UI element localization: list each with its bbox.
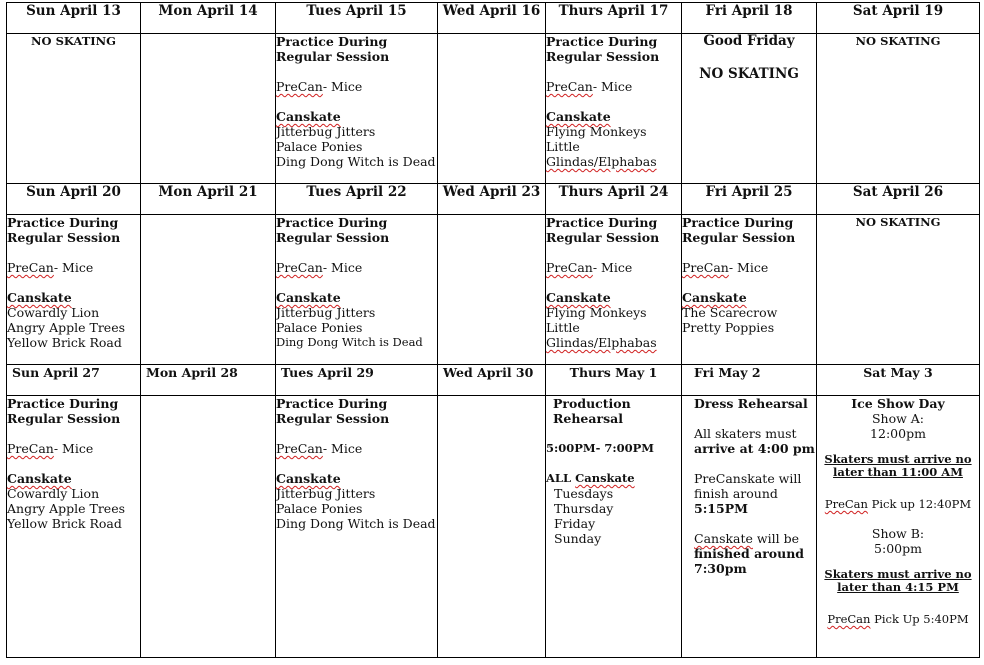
day-header: Sat May 3 xyxy=(817,365,980,396)
day-cell-empty xyxy=(438,396,546,658)
practice-title: Practice During Regular Session xyxy=(276,215,390,245)
day-header: Fri April 18 xyxy=(682,3,817,34)
pickup-b-time: Pick Up 5:40PM xyxy=(870,612,969,626)
day-cell xyxy=(817,215,980,365)
group-name: Yellow Brick Road xyxy=(7,516,122,531)
group-name: Little xyxy=(546,139,580,154)
rehearsal-day: Thursday xyxy=(554,501,614,516)
show-b-label: Show B: xyxy=(871,526,925,541)
practice-title: Practice During Regular Session xyxy=(682,215,796,245)
canskate-time: 7:30pm xyxy=(694,561,747,576)
precan-label: PreCan xyxy=(276,441,323,456)
precan-line xyxy=(7,260,140,275)
precan-group: - Mice xyxy=(322,260,363,275)
no-skating-note: NO SKATING xyxy=(855,34,941,48)
group-name: Cowardly Lion xyxy=(7,305,100,320)
day-cell-empty xyxy=(438,34,546,184)
precanskate-line: finish around xyxy=(694,486,778,501)
day-cell xyxy=(7,34,141,184)
rehearsal-title: Production Rehearsal xyxy=(553,396,631,426)
day-cell-empty xyxy=(438,215,546,365)
canskate-heading: Canskate xyxy=(7,290,72,305)
precan-line xyxy=(276,260,437,275)
pickup-b-line xyxy=(817,612,979,627)
week1-body-row xyxy=(7,34,980,184)
day-header: Sat April 19 xyxy=(817,3,980,34)
practice-title: Practice During Regular Session xyxy=(546,215,660,245)
day-header: Thurs April 24 xyxy=(546,184,682,215)
canskate-line xyxy=(694,531,816,546)
day-header: Sun April 13 xyxy=(7,3,141,34)
day-header: Sun April 20 xyxy=(7,184,141,215)
canskate-heading: Canskate xyxy=(546,109,611,124)
day-header: Tues April 15 xyxy=(276,3,438,34)
all-label: ALL xyxy=(546,471,576,485)
day-header: Mon April 14 xyxy=(141,3,276,34)
ice-show-title: Ice Show Day xyxy=(851,396,945,411)
group-name: Angry Apple Trees xyxy=(7,501,126,516)
group-name: Angry Apple Trees xyxy=(7,320,126,335)
day-header: Mon April 28 xyxy=(141,365,276,396)
practice-title: Practice During Regular Session xyxy=(276,34,390,64)
precan-line xyxy=(682,260,816,275)
pickup-a-time: Pick up 12:40PM xyxy=(867,497,972,511)
arrive-time: arrive at 4:00 pm xyxy=(694,441,815,456)
canskate-line: finished around xyxy=(694,546,805,561)
show-a-time: 12:00pm xyxy=(870,426,926,441)
canskate-line xyxy=(546,471,681,486)
group-name: Glindas/Elphabas xyxy=(546,335,657,350)
day-cell xyxy=(276,34,438,184)
precan-group: - Mice xyxy=(592,79,633,94)
canskate-heading: Canskate xyxy=(682,290,747,305)
precan-line xyxy=(276,441,437,456)
group-name: Pretty Poppies xyxy=(682,320,775,335)
practice-title: Practice During Regular Session xyxy=(7,396,121,426)
day-cell xyxy=(817,396,980,658)
show-a-label: Show A: xyxy=(871,411,925,426)
group-name: Ding Dong Witch is Dead xyxy=(276,154,436,169)
group-name: Ding Dong Witch is Dead xyxy=(276,335,423,349)
day-cell xyxy=(682,215,817,365)
group-name: Jitterbug Jitters xyxy=(276,124,376,139)
canskate-heading: Canskate xyxy=(276,290,341,305)
day-cell xyxy=(276,215,438,365)
precan-group: - Mice xyxy=(728,260,769,275)
schedule-table xyxy=(6,2,980,658)
canskate-heading: Canskate xyxy=(276,471,341,486)
canskate-heading: Canskate xyxy=(546,290,611,305)
group-name: Jitterbug Jitters xyxy=(276,486,376,501)
group-name: Palace Ponies xyxy=(276,320,363,335)
precan-label: PreCan xyxy=(276,260,323,275)
day-header: Thurs April 17 xyxy=(546,3,682,34)
day-header: Sun April 27 xyxy=(7,365,141,396)
day-header: Wed April 16 xyxy=(438,3,546,34)
day-header: Fri April 25 xyxy=(682,184,817,215)
day-header: Thurs May 1 xyxy=(546,365,682,396)
precan-line xyxy=(276,79,437,94)
day-cell xyxy=(7,215,141,365)
day-cell xyxy=(546,215,682,365)
day-header: Tues April 29 xyxy=(276,365,438,396)
precan-group: - Mice xyxy=(322,441,363,456)
precan-line xyxy=(546,79,681,94)
week1-header-row xyxy=(7,3,980,34)
group-name: Little xyxy=(546,320,580,335)
no-skating-note: NO SKATING xyxy=(31,34,116,48)
no-skating-note: NO SKATING xyxy=(699,66,799,82)
precan-line xyxy=(546,260,681,275)
week3-body-row xyxy=(7,396,980,658)
day-cell-empty xyxy=(141,215,276,365)
precanskate-line: PreCanskate will xyxy=(694,471,802,486)
day-cell xyxy=(276,396,438,658)
dress-rehearsal-title: Dress Rehearsal xyxy=(694,396,808,411)
group-name: Yellow Brick Road xyxy=(7,335,122,350)
precanskate-time: 5:15PM xyxy=(694,501,748,516)
holiday-title: Good Friday xyxy=(703,33,795,49)
day-cell-empty xyxy=(141,34,276,184)
day-cell xyxy=(682,396,817,658)
day-header: Fri May 2 xyxy=(682,365,817,396)
precan-group: - Mice xyxy=(592,260,633,275)
day-header: Mon April 21 xyxy=(141,184,276,215)
group-name: Ding Dong Witch is Dead xyxy=(276,516,436,531)
rehearsal-day: Sunday xyxy=(554,531,602,546)
practice-title: Practice During Regular Session xyxy=(546,34,660,64)
group-name: Flying Monkeys xyxy=(546,124,647,139)
canskate-text: will be xyxy=(752,531,799,546)
canskate-label: Canskate xyxy=(575,471,635,485)
no-skating-note: NO SKATING xyxy=(855,215,941,229)
arrive-line: All skaters must xyxy=(694,426,797,441)
practice-title: Practice During Regular Session xyxy=(276,396,390,426)
precan-label: PreCan xyxy=(276,79,323,94)
rehearsal-day: Tuesdays xyxy=(554,486,614,501)
week3-header-row xyxy=(7,365,980,396)
group-name: Cowardly Lion xyxy=(7,486,100,501)
precan-label: PreCan xyxy=(824,497,868,511)
precan-label: PreCan xyxy=(546,260,593,275)
group-name: Palace Ponies xyxy=(276,501,363,516)
precan-line xyxy=(7,441,140,456)
precan-group: - Mice xyxy=(53,260,94,275)
precan-label: PreCan xyxy=(7,441,54,456)
week2-body-row xyxy=(7,215,980,365)
group-name: Palace Ponies xyxy=(276,139,363,154)
arrive-note-b: Skaters must arrive no later than 4:15 PM xyxy=(824,567,972,594)
group-name: Jitterbug Jitters xyxy=(276,305,376,320)
day-cell-empty xyxy=(141,396,276,658)
practice-title: Practice During Regular Session xyxy=(7,215,121,245)
canskate-label: Canskate xyxy=(694,531,753,546)
day-header: Tues April 22 xyxy=(276,184,438,215)
precan-label: PreCan xyxy=(7,260,54,275)
precan-group: - Mice xyxy=(322,79,363,94)
group-name: The Scarecrow xyxy=(682,305,778,320)
day-cell xyxy=(7,396,141,658)
pickup-a-line xyxy=(817,497,979,512)
day-cell xyxy=(546,34,682,184)
day-cell xyxy=(546,396,682,658)
precan-label: PreCan xyxy=(827,612,871,626)
day-cell xyxy=(817,34,980,184)
group-name: Glindas/Elphabas xyxy=(546,154,657,169)
precan-label: PreCan xyxy=(682,260,729,275)
arrive-note-a: Skaters must arrive no later than 11:00 AM xyxy=(824,452,972,479)
canskate-heading: Canskate xyxy=(276,109,341,124)
precan-label: PreCan xyxy=(546,79,593,94)
day-cell xyxy=(682,34,817,184)
rehearsal-time: 5:00PM- 7:00PM xyxy=(546,441,655,455)
day-header: Wed April 30 xyxy=(438,365,546,396)
day-header: Sat April 26 xyxy=(817,184,980,215)
rehearsal-day: Friday xyxy=(554,516,596,531)
week2-header-row xyxy=(7,184,980,215)
day-header: Wed April 23 xyxy=(438,184,546,215)
precan-group: - Mice xyxy=(53,441,94,456)
canskate-heading: Canskate xyxy=(7,471,72,486)
group-name: Flying Monkeys xyxy=(546,305,647,320)
show-b-time: 5:00pm xyxy=(874,541,922,556)
